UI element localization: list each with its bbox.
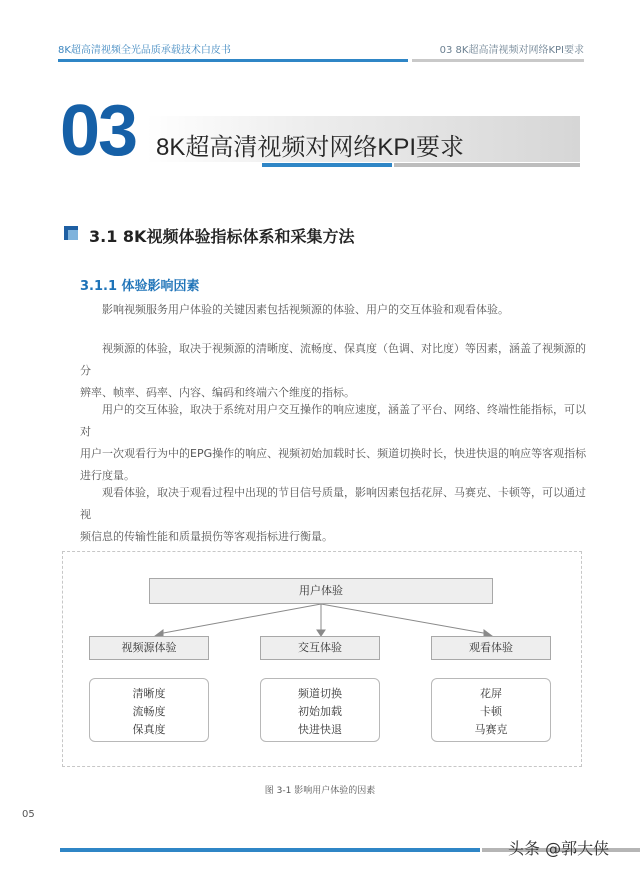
paragraph-3 xyxy=(80,399,588,487)
root-node: 用户体验 xyxy=(149,578,493,604)
paragraph-line: 频信息的传输性能和质量损伤等客观指标进行衡量。 xyxy=(80,530,333,543)
leaf-item: 保真度 xyxy=(132,723,166,736)
leaf-item: 快进快退 xyxy=(298,723,342,736)
figure-caption: 图 3-1 影响用户体验的因素 xyxy=(264,786,376,796)
chapter-number: 03 xyxy=(60,91,137,171)
leaf-item: 马赛克 xyxy=(474,723,508,736)
chapter-rule-blue xyxy=(262,163,392,167)
leaf-item: 初始加载 xyxy=(298,705,342,718)
header-rule-gray xyxy=(412,59,584,62)
section-square-inner-icon xyxy=(68,230,78,240)
paragraph-line: 视频源的体验，取决于视频源的清晰度、流畅度、保真度（色调、对比度）等因素，涵盖了视频源的分 xyxy=(80,342,586,377)
branch-node-viewing: 观看体验 xyxy=(431,636,551,660)
page-number: 05 xyxy=(22,809,35,820)
paragraph-4 xyxy=(80,482,588,548)
connector-line-right xyxy=(321,604,489,634)
paragraph-line: 进行度量。 xyxy=(80,469,135,482)
chapter-rule-gray xyxy=(394,163,580,167)
leaf-item: 清晰度 xyxy=(132,687,166,700)
experience-factors-diagram xyxy=(62,551,582,767)
paragraph-line: 影响视频服务用户体验的关键因素包括视频源的体验、用户的交互体验和观看体验。 xyxy=(102,303,509,316)
leaf-item: 卡顿 xyxy=(480,705,502,718)
leaf-item: 花屏 xyxy=(480,687,502,700)
connector-line-left xyxy=(158,604,321,634)
running-header-right: 03 8K超高清视频对网络KPI要求 xyxy=(439,45,584,56)
branch-node-interaction: 交互体验 xyxy=(260,636,380,660)
header-rule-blue xyxy=(58,59,408,62)
paragraph-line: 观看体验，取决于观看过程中出现的节目信号质量，影响因素包括花屏、马赛克、卡顿等，可以通过视 xyxy=(80,486,586,521)
leaf-box-interaction xyxy=(260,678,380,742)
branch-node-video-source: 视频源体验 xyxy=(89,636,209,660)
paragraph-line: 用户的交互体验，取决于系统对用户交互操作的响应速度，涵盖了平台、网络、终端性能指标，可以对 xyxy=(80,403,586,438)
leaf-item: 频道切换 xyxy=(298,687,342,700)
paragraph-line: 用户一次观看行为中的EPG操作的响应、视频初始加载时长、频道切换时长，快进快退的响应等客观指标 xyxy=(80,447,587,460)
leaf-box-video-source xyxy=(89,678,209,742)
footer-rule-blue xyxy=(60,848,480,852)
paragraph-line: 辨率、帧率、码率、内容、编码和终端六个维度的指标。 xyxy=(80,386,355,399)
chapter-title: 8K超高清视频对网络KPI要求 xyxy=(156,134,465,161)
section-title: 3.1 8K视频体验指标体系和采集方法 xyxy=(89,227,355,246)
subsection-title: 3.1.1 体验影响因素 xyxy=(80,279,200,294)
watermark: 头条 @郭大侠 xyxy=(508,839,610,858)
leaf-item: 流畅度 xyxy=(132,705,166,718)
running-header-left: 8K超高清视频全光品质承载技术白皮书 xyxy=(58,45,231,56)
leaf-box-viewing xyxy=(431,678,551,742)
paragraph-1 xyxy=(80,299,588,321)
paragraph-2 xyxy=(80,338,588,404)
